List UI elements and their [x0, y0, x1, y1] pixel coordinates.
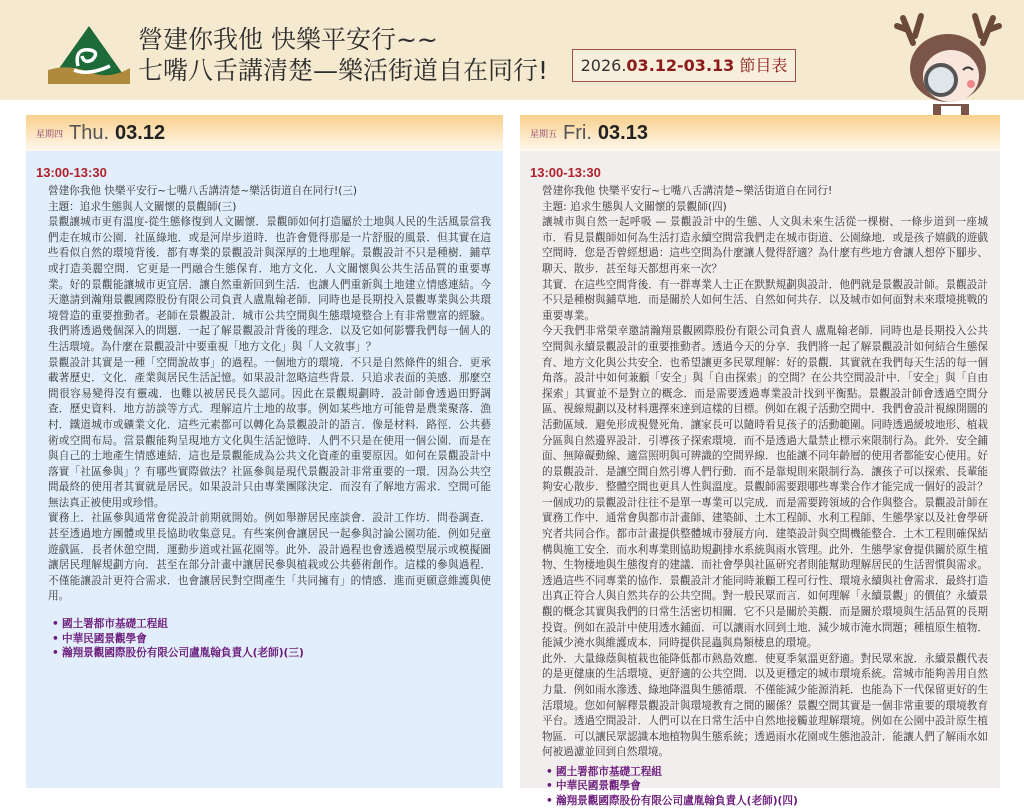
paragraph: 讓城市與自然一起呼吸 — 景觀設計中的生態、人文與未來生活從一棵樹、一條步道到一座城市．看見景觀師如何為生活打造永續空間當我們走在城市街道、公園綠地．或是孩子嬉戲的遊戲空間時．您是否曾經想過：這些空間為什麼讓人覺得舒適？為什麼有些地方會讓人想停下腳步、聊天、散步．甚至每天都想再來一次？: [542, 216, 988, 275]
paragraph: 此外．大量綠蔭與植栽也能降低都市熱島效應．使夏季氣溫更舒適。對民眾來說．永續景觀代表的是更健康的生活環境、更舒適的公共空間．以及更穩定的城市環境系統。當城市能夠善用自然力量．例如雨水滲透、綠地降溫與生態循環．不僅能減少能源消耗．也能為下一代保留更好的生活環境。您如何解釋景觀設計與環境教育之間的關係？景觀空間其實是一個非常重要的環境教育平台。透過空間設計．人們可以在日常生活中自然地接觸並理解環境。例如在公園中設計原生植物區．可以讓民眾認識本地植物與生態系統；透過雨水花園或生態池設計．能讓人們了解雨水如何被過濾並回到自然環境。: [542, 652, 988, 759]
time-slot: 13:00-13:30: [530, 165, 601, 180]
weekday-label: 星期五: [530, 129, 558, 140]
program-title: 營建你我他 快樂平安行~七嘴八舌講清楚~樂活街道自在同行!: [542, 185, 833, 197]
organizer-item: • 中華民國景觀學會: [556, 779, 988, 794]
logo-icon: [48, 26, 130, 84]
organizer-item: • 中華民國景觀學會: [62, 632, 491, 647]
organizer-item: • 國土署都市基礎工程組: [62, 617, 491, 632]
organizer-item: • 國土署都市基礎工程組: [556, 765, 988, 780]
day-date: 03.12: [115, 121, 166, 144]
organizer-list: [530, 765, 988, 808]
program-theme: 主題：追求生態與人文關懷的景觀師(三): [48, 200, 237, 213]
date-range: 03.12-03.13: [626, 56, 735, 75]
organizer-item: • 瀚翔景觀國際股份有限公司盧胤翰負責人(老師)(四): [556, 794, 988, 808]
day-name: Thu.: [69, 121, 110, 144]
deer-mascot-icon: [893, 8, 1003, 118]
program-description: [530, 184, 988, 761]
schedule-label: 節目表: [739, 56, 788, 75]
date-year: 2026.: [580, 56, 627, 75]
paragraph: 其實．在這些空間背後．有一群專業人士正在默默規劃與設計．他們就是景觀設計師。景觀設計不只是種樹與鋪草地．而是關於人如何生活、自然如何共存．以及城市如何面對未來環境挑戰的重要專業。: [542, 278, 988, 322]
paragraph: 今天我們非常榮幸邀請瀚翔景觀國際股份有限公司負責人 盧胤翰老師．同時也是長期投入公共空間與永續景觀設計的重要推動者。透過今天的分享．我們將一起了解景觀設計如何結合生態保育、地方文化與公共安全．也希望讓更多民眾理解：好的景觀．其實就在我們每天生活的每一個角落。設計中如何兼顧「安全」與「自由探索」的空間？在公共空間設計中．「安全」與「自由探索」其實並不是對立的概念．而是需要透過專業設計找到平衡點。景觀設計師會透過空間分區、視線規劃以及材料選擇來達到這樣的目標。例如在親子活動空間中．我們會設計視線開闊的活動區域．避免形成視覺死角．讓家長可以隨時看見孩子的活動範圍。同時透過緩坡地形、植栽分區與自然邊界設計．引導孩子探索環境．而不是透過大量禁止標示來限制行為。此外．安全鋪面、無障礙動線、適當照明與可辨識的空間界線．也能讓不同年齡層的使用者都能安心使用。好的景觀設計．是讓空間自然引導人們行動．而不是靠規則來限制行為．讓孩子可以探索、長輩能夠安心散步．整體空間也更具人性與溫度。景觀師需要跟哪些專業合作才能完成一個好的設計？一個成功的景觀設計往往不是單一專業可以完成．而是需要跨領域的合作與整合。景觀設計師在實務工作中．通常會與都市計畫師、建築師、土木工程師、水利工程師、生態學家以及社會學研究者共同合作。都市計畫提供整體城市發展方向．建築設計與空間機能整合．土木工程則確保結構與施工安全．而水利專業則協助規劃排水系統與雨水管理。此外．生態學家會提供關於原生植物、生物棲地與生態復育的建議．而社會學與社區研究者則能幫助理解居民的生活習慣與需求。透過這些不同專業的協作．景觀設計才能同時兼顧工程可行性、環境永續與社會需求．最終打造出真正符合人與自然共存的公共空間。對一般民眾而言．如何理解「永續景觀」的價值？永續景觀的概念其實與我們的日常生活密切相關．它不只是關於美觀．而是關於環境與生活品質的長期投資。例如在設計中使用透水鋪面．可以讓雨水回到土地．減少城市淹水問題；種植原生植物．能減少澆水與維護成本．同時提供昆蟲與鳥類棲息的環境。: [542, 325, 988, 650]
title-line-1: 營建你我他 快樂平安行~~: [138, 25, 438, 54]
page-title: [138, 24, 548, 86]
day-header: [26, 115, 503, 151]
organizer-list: [36, 617, 491, 661]
title-line-2: 七嘴八舌講清楚—樂活街道自在同行!: [138, 56, 549, 85]
weekday-label: 星期四: [36, 129, 64, 140]
page-header: [0, 0, 1024, 100]
program-description: [36, 184, 491, 605]
day-panel-thu: [26, 115, 503, 788]
day-header: [520, 115, 1000, 151]
paragraph: 景觀讓城市更有溫度-從生態修復到人文關懷．景觀師如何打造屬於土地與人民的生活風景當我們走在城市公園．社區綠地．或是河岸步道時．也許會覺得那是一片舒服的風景．但其實在這些看似自然的環境背後．都有專業的景觀設計與深厚的土地理解。景觀設計不只是種樹．鋪草或打造美麗空間．它更是一門融合生態保育．地方文化．人文關懷與公共生活品質的重要專業。好的景觀能讓城市更宜居．讓自然重新回到生活．也讓人們重新與土地建立情感連結。今天邀請到瀚翔景觀國際股份有限公司負責人盧胤翰老師．同時也是長期投入景觀專業與公共環境營造的重要推動者。老師在景觀設計．城市公共空間與生態環境整合上有非常豐富的經驗。我們將透過幾個深入的問題．一起了解景觀設計背後的理念．以及它如何影響我們每一個人的生活環境。為什麼在景觀設計中要重視「地方文化」與「人文敘事」？: [48, 216, 491, 353]
program-title: 營建你我他 快樂平安行~七嘴八舌講清楚~樂活街道自在同行!(三): [48, 185, 358, 197]
paragraph: 景觀設計其實是一種「空間說故事」的過程。一個地方的環境．不只是自然條件的組合．更承載著歷史．文化．產業與居民生活記憶。如果設計忽略這些背景．只追求表面的美感．那麼空間很容易變得沒有靈魂．也難以被居民長久認同。因此在景觀規劃時．設計師會透過田野調查．歷史資料．地方訪談等方式．理解這片土地的故事。例如某些地方可能曾是農業聚落．漁村．鐵道城市或礦業文化．這些元素都可以轉化為景觀設計的語言．像是材料．路徑．公共藝術或空間布局。當景觀能夠呈現地方文化與生活記憶時．人們不只是在使用一個公園．而是在與自己的土地產生情感連結．這也是景觀能成為公共文化資產的重要原因。如何在景觀設計中落實「社區參與」？有哪些實際做法？社區參與是現代景觀設計非常重要的一環．因為公共空間最終的使用者其實就是居民。如果設計只由專業團隊決定．而沒有了解地方需求．空間可能無法真正被使用或珍惜。: [48, 356, 491, 509]
paragraph: 實務上．社區參與通常會從設計前期就開始。例如舉辦居民座談會．設計工作坊．問卷調查．甚至透過地方團體或里長協助收集意見。有些案例會讓居民一起參與討論公園功能．例如兒童遊戲區．長者休憩空間．運動步道或社區花園等。此外．設計過程也會透過模型展示或模擬圖讓居民理解規劃方向．甚至在部分計畫中讓居民參與植栽或公共藝術創作。這樣的參與過程．不僅能讓設計更符合需求．也會讓居民對空間產生「共同擁有」的情感．進而更願意維護與使用。: [48, 512, 491, 603]
time-slot: 13:00-13:30: [36, 165, 107, 180]
day-name: Fri.: [563, 121, 592, 144]
day-panel-fri: [520, 115, 1000, 807]
day-date: 03.13: [597, 121, 648, 144]
program-theme: 主題: 追求生態與人文關懷的景觀師(四): [542, 200, 727, 213]
organizer-item: • 瀚翔景觀國際股份有限公司盧胤翰負責人(老師)(三): [62, 646, 491, 661]
date-range-badge: [572, 49, 796, 82]
